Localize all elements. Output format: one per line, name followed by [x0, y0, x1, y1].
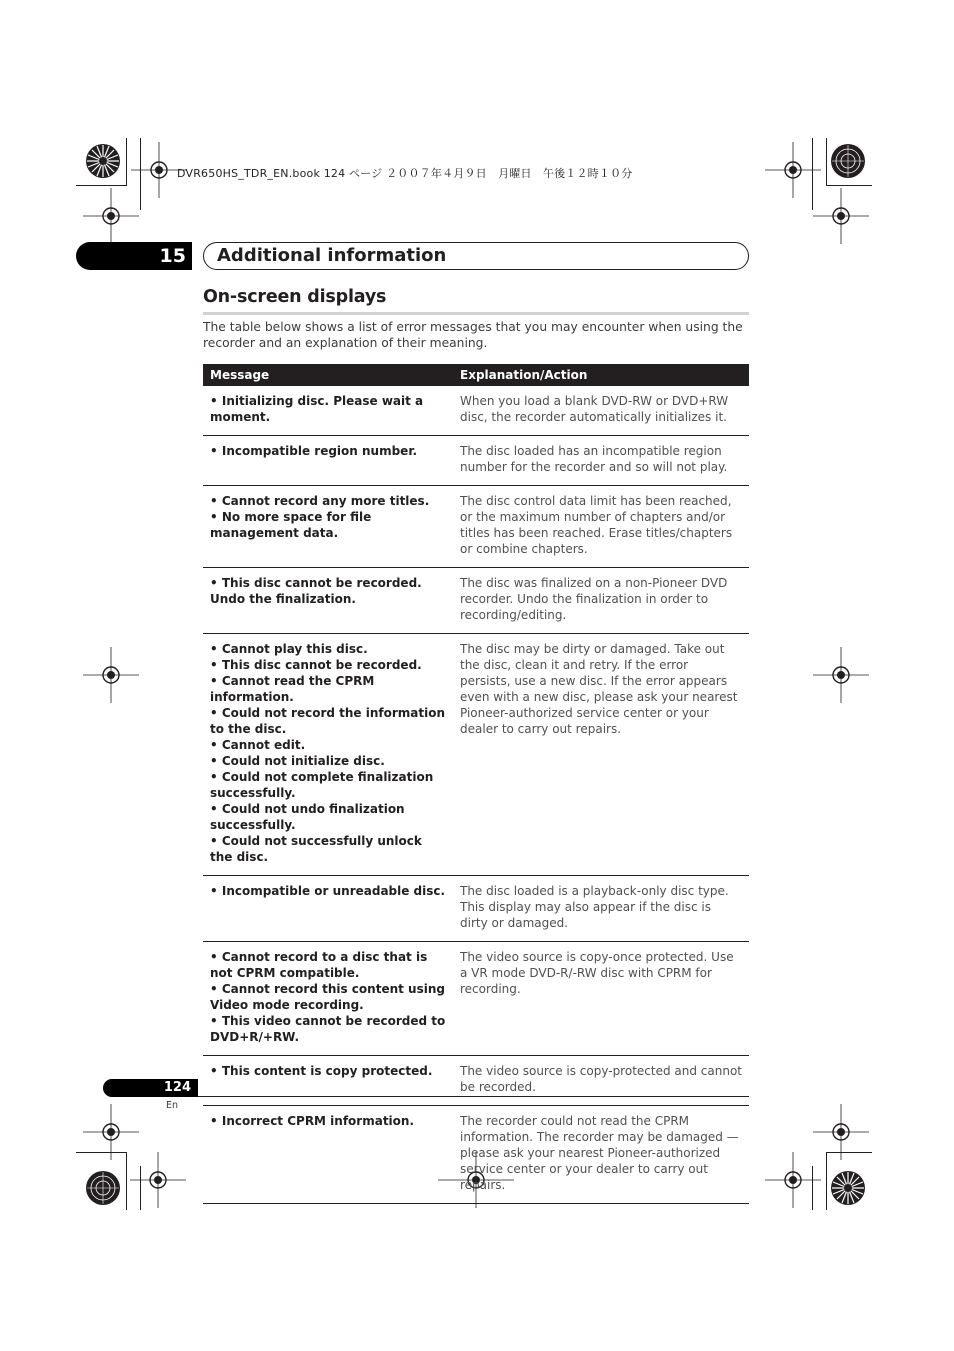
- crosshair-mark: [811, 645, 871, 705]
- table-row: [203, 436, 749, 486]
- chapter-title: Additional information: [217, 245, 447, 266]
- table-row: [203, 486, 749, 568]
- table-row: [203, 876, 749, 942]
- error-message: • This content is copy protected.: [210, 1064, 433, 1078]
- error-message: • Incorrect CPRM information.: [210, 1114, 415, 1128]
- intro-paragraph: The table below shows a list of error messages that you may encounter when using the recorder and an explanation of their meaning.: [203, 320, 743, 350]
- crosshair-mark: [81, 645, 141, 705]
- crosshair-mark: [81, 186, 141, 246]
- table-header-row: [203, 364, 749, 386]
- error-message: • Cannot record to a disc that is not CPRM compatible.: [210, 950, 428, 980]
- error-message: • Cannot read the CPRM information.: [210, 674, 375, 704]
- explanation-cell: The disc may be dirty or damaged. Take out the disc, clean it and retry. If the error persists, use a new disc. If the error appears even with a new disc, please ask your nearest Pioneer-authorized service center or your dealer to carry out repairs.: [453, 634, 749, 876]
- crosshair-mark: [128, 1150, 188, 1210]
- error-message: • Could not successfully unlock the disc.: [210, 834, 422, 864]
- error-message: • Incompatible region number.: [210, 444, 418, 458]
- error-message: • Could not record the information to the disc.: [210, 706, 445, 736]
- section-title: On-screen displays: [203, 287, 387, 307]
- error-message: • Initializing disc. Please wait a moment.: [210, 394, 424, 424]
- table-row: [203, 1106, 749, 1204]
- error-message: • Could not undo finalization successfully.: [210, 802, 405, 832]
- crosshair-mark: [763, 1150, 823, 1210]
- message-cell: [203, 942, 453, 1056]
- chapter-number: 15: [159, 245, 186, 267]
- crop-mark: [826, 138, 827, 186]
- starburst-mark: [830, 1170, 866, 1206]
- error-message: • Cannot record any more titles.: [210, 494, 430, 508]
- message-cell: [203, 568, 453, 634]
- error-message: • Cannot play this disc.: [210, 642, 368, 656]
- chapter-tab: [76, 242, 192, 270]
- message-cell: [203, 436, 453, 486]
- language-label: En: [166, 1100, 179, 1111]
- error-message: • This disc cannot be recorded.: [210, 658, 422, 672]
- section-rule: [203, 312, 749, 315]
- explanation-cell: The recorder could not read the CPRM information. The recorder may be damaged — please ask your nearest Pioneer-authorized service center or your dealer to carry out repairs.: [453, 1106, 749, 1204]
- message-cell: [203, 634, 453, 876]
- message-cell: [203, 876, 453, 942]
- crosshair-mark: [811, 186, 871, 246]
- message-cell: [203, 386, 453, 436]
- page-number: 124: [163, 1080, 191, 1095]
- footer-rule: [198, 1096, 749, 1097]
- error-message: • Could not initialize disc.: [210, 754, 385, 768]
- page-number-tab: [103, 1079, 198, 1097]
- error-message-table: [203, 364, 749, 1204]
- explanation-cell: The disc was finalized on a non-Pioneer DVD recorder. Undo the finalization in order to recording/editing.: [453, 568, 749, 634]
- table-row: [203, 634, 749, 876]
- chapter-heading: [203, 242, 749, 270]
- error-message: • This disc cannot be recorded. Undo the finalization.: [210, 576, 422, 606]
- message-cell: [203, 486, 453, 568]
- print-file-header: DVR650HS_TDR_EN.book 124 ページ ２００７年４月９日 月曜日 午後１２時１０分: [177, 167, 633, 180]
- column-header-explanation: Explanation/Action: [453, 364, 749, 386]
- starburst-mark: [85, 1170, 121, 1206]
- error-message: • No more space for file management data.: [210, 510, 372, 540]
- explanation-cell: The disc control data limit has been reached, or the maximum number of chapters and/or titles has been reached. Erase titles/chapters or combine chapters.: [453, 486, 749, 568]
- crop-mark: [126, 138, 127, 186]
- explanation-cell: The video source is copy-once protected. Use a VR mode DVD-R/-RW disc with CPRM for recording.: [453, 942, 749, 1056]
- explanation-cell: When you load a blank DVD-RW or DVD+RW disc, the recorder automatically initializes it.: [453, 386, 749, 436]
- explanation-cell: The disc loaded has an incompatible region number for the recorder and so will not play.: [453, 436, 749, 486]
- error-message: • This video cannot be recorded to DVD+R/+RW.: [210, 1014, 446, 1044]
- error-message: • Incompatible or unreadable disc.: [210, 884, 446, 898]
- message-cell: [203, 1056, 453, 1106]
- starburst-mark: [85, 143, 121, 179]
- starburst-mark: [830, 143, 866, 179]
- table-row: [203, 1056, 749, 1106]
- error-message: • Could not complete finalization successfully.: [210, 770, 434, 800]
- column-header-message: Message: [203, 364, 453, 386]
- table-row: [203, 568, 749, 634]
- table-body: [203, 386, 749, 1204]
- error-message: • Cannot record this content using Video mode recording.: [210, 982, 445, 1012]
- explanation-cell: The video source is copy-protected and cannot be recorded.: [453, 1056, 749, 1106]
- error-message: • Cannot edit.: [210, 738, 306, 752]
- table-row: [203, 386, 749, 436]
- explanation-cell: The disc loaded is a playback-only disc type. This display may also appear if the disc is dirty or damaged.: [453, 876, 749, 942]
- message-cell: [203, 1106, 453, 1204]
- table-row: [203, 942, 749, 1056]
